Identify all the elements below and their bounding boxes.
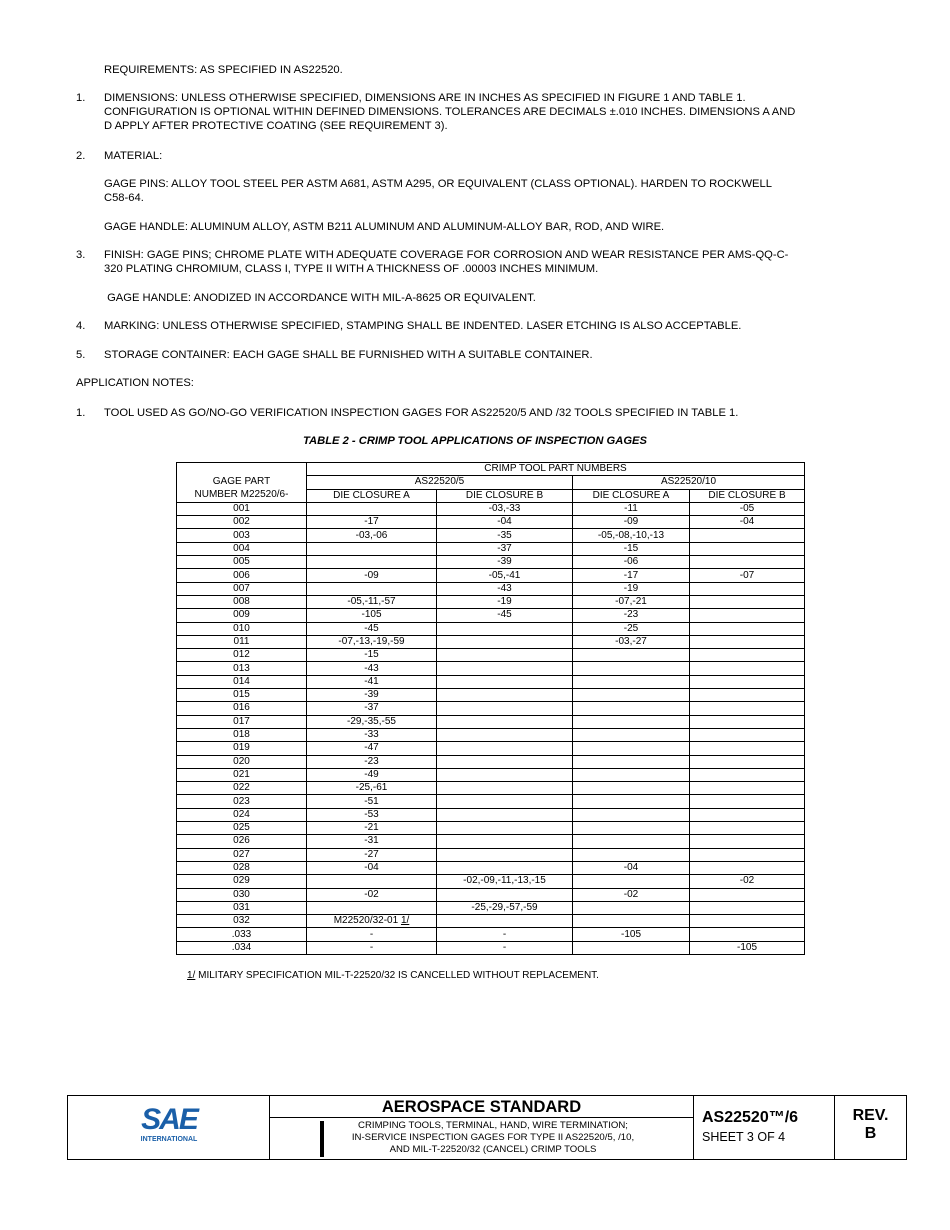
revision-cell <box>835 1096 906 1159</box>
table-cell <box>690 835 805 848</box>
table-row <box>177 715 805 728</box>
table-cell: - <box>437 928 573 941</box>
table-cell <box>573 808 690 821</box>
gage-part-cell: 012 <box>177 649 307 662</box>
gage-part-cell: 029 <box>177 875 307 888</box>
table-cell <box>437 808 573 821</box>
table-cell: -23 <box>573 609 690 622</box>
gage-part-cell: 028 <box>177 861 307 874</box>
table-row <box>177 516 805 529</box>
table-cell: - <box>307 941 437 954</box>
gage-part-cell: .034 <box>177 941 307 954</box>
table-cell <box>437 728 573 741</box>
item-number: 5. <box>76 349 86 361</box>
requirements-line: REQUIREMENTS: AS SPECIFIED IN AS22520. <box>104 64 343 76</box>
table-cell: -45 <box>437 609 573 622</box>
die-closure-header: DIE CLOSURE A <box>573 489 690 502</box>
table-cell: -33 <box>307 728 437 741</box>
table-cell: -19 <box>573 582 690 595</box>
table-cell: -03,-27 <box>573 635 690 648</box>
table-cell <box>573 901 690 914</box>
table-cell <box>573 835 690 848</box>
table-cell <box>307 875 437 888</box>
table-cell <box>690 768 805 781</box>
text-line: DIMENSIONS: UNLESS OTHERWISE SPECIFIED, DIMENSIONS ARE IN INCHES AS SPECIFIED IN FIGURE 1 AND TABLE 1. <box>104 92 746 104</box>
table-cell <box>437 848 573 861</box>
gage-part-cell: 025 <box>177 822 307 835</box>
table-cell <box>437 715 573 728</box>
description-line: CRIMPING TOOLS, TERMINAL, HAND, WIRE TERMINATION; <box>358 1120 628 1131</box>
table-row <box>177 542 805 555</box>
table-cell: -39 <box>437 556 573 569</box>
table-cell <box>573 915 690 928</box>
table-cell: -03,-06 <box>307 529 437 542</box>
gage-part-cell: 020 <box>177 755 307 768</box>
item-number: 4. <box>76 320 86 332</box>
table-cell <box>690 928 805 941</box>
table-cell <box>573 782 690 795</box>
table-cell: -37 <box>307 702 437 715</box>
table-cell <box>307 542 437 555</box>
table-row <box>177 622 805 635</box>
logo-subtext: INTERNATIONAL <box>140 1136 198 1143</box>
table-cell: -23 <box>307 755 437 768</box>
table-cell <box>690 582 805 595</box>
description-line: AND MIL-T-22520/32 (CANCEL) CRIMP TOOLS <box>389 1144 597 1155</box>
table-cell <box>690 529 805 542</box>
table-cell <box>437 915 573 928</box>
footnote-text: MILITARY SPECIFICATION MIL-T-22520/32 IS CANCELLED WITHOUT REPLACEMENT. <box>195 970 599 981</box>
table-cell <box>690 635 805 648</box>
table-row <box>177 502 805 515</box>
table-cell: -45 <box>307 622 437 635</box>
gage-part-cell: 017 <box>177 715 307 728</box>
table-row <box>177 915 805 928</box>
table-cell: -25 <box>573 622 690 635</box>
gage-part-cell: 011 <box>177 635 307 648</box>
table-cell <box>690 822 805 835</box>
table-cell: -15 <box>307 649 437 662</box>
table-row <box>177 635 805 648</box>
table-cell <box>573 662 690 675</box>
table-cell <box>690 848 805 861</box>
table-row <box>177 689 805 702</box>
table-cell <box>573 755 690 768</box>
table-cell: -02 <box>690 875 805 888</box>
gage-part-cell: 023 <box>177 795 307 808</box>
table-cell <box>307 582 437 595</box>
table-cell <box>690 795 805 808</box>
finish-paragraph <box>104 248 894 276</box>
gage-part-header: GAGE PART <box>177 476 307 489</box>
gage-part-cell: 008 <box>177 595 307 608</box>
gage-part-cell: 016 <box>177 702 307 715</box>
gage-part-cell: 024 <box>177 808 307 821</box>
table-cell <box>690 649 805 662</box>
table-row <box>177 675 805 688</box>
table-cell <box>437 675 573 688</box>
footnote-mark: 1/ <box>187 970 196 981</box>
table-cell: -05 <box>690 502 805 515</box>
table-cell: -49 <box>307 768 437 781</box>
table-cell <box>690 702 805 715</box>
table-cell: -39 <box>307 689 437 702</box>
marking-paragraph: MARKING: UNLESS OTHERWISE SPECIFIED, STAMPING SHALL BE INDENTED. LASER ETCHING IS ALSO ACCEPTABLE. <box>104 320 742 332</box>
die-closure-header: DIE CLOSURE B <box>437 489 573 502</box>
application-notes-heading: APPLICATION NOTES: <box>76 377 194 389</box>
footnote-reference: 1/ <box>400 915 410 927</box>
table-cell: -47 <box>307 742 437 755</box>
text-line: GAGE PINS: ALLOY TOOL STEEL PER ASTM A681, ASTM A295, OR EQUIVALENT (CLASS OPTIONAL). HARDEN TO ROCKWELL <box>104 178 772 190</box>
table-cell: -04 <box>307 861 437 874</box>
text-line: 320 PLATING CHROMIUM, CLASS I, TYPE II WITH A THICKNESS OF .00003 INCHES MINIMUM. <box>104 263 599 276</box>
table-cell: -105 <box>573 928 690 941</box>
table-row <box>177 702 805 715</box>
table-cell: -17 <box>573 569 690 582</box>
gage-part-cell: 009 <box>177 609 307 622</box>
table-cell <box>437 888 573 901</box>
table-cell <box>437 795 573 808</box>
table-row <box>177 569 805 582</box>
title-block <box>67 1095 907 1160</box>
revision-value: B <box>864 1125 877 1142</box>
table-cell <box>690 556 805 569</box>
table-cell: -04 <box>437 516 573 529</box>
table-cell <box>573 742 690 755</box>
anodize-paragraph: GAGE HANDLE: ANODIZED IN ACCORDANCE WITH MIL-A-8625 OR EQUIVALENT. <box>104 292 536 304</box>
table-cell <box>437 689 573 702</box>
table-cell: -05,-08,-10,-13 <box>573 529 690 542</box>
table-cell <box>437 768 573 781</box>
table-cell <box>573 795 690 808</box>
table-cell: -17 <box>307 516 437 529</box>
table-cell <box>690 742 805 755</box>
table-cell: -27 <box>307 848 437 861</box>
die-closure-header: DIE CLOSURE B <box>690 489 805 502</box>
table-row <box>177 662 805 675</box>
material-heading: MATERIAL: <box>104 150 163 162</box>
table-cell: -05,-11,-57 <box>307 595 437 608</box>
gage-part-cell: 019 <box>177 742 307 755</box>
crimp-tool-table <box>176 462 805 955</box>
table-footnote <box>187 970 599 981</box>
table-cell: -07,-21 <box>573 595 690 608</box>
gage-part-cell: 005 <box>177 556 307 569</box>
table-row <box>177 609 805 622</box>
die-closure-header: DIE CLOSURE A <box>307 489 437 502</box>
application-note: TOOL USED AS GO/NO-GO VERIFICATION INSPECTION GAGES FOR AS22520/5 AND /32 TOOLS SPECIFIED IN TABLE 1. <box>104 407 739 419</box>
table-row <box>177 795 805 808</box>
gage-header-cell <box>177 463 307 476</box>
table-cell: -09 <box>307 569 437 582</box>
table-row <box>177 556 805 569</box>
gage-part-cell: .033 <box>177 928 307 941</box>
table-cell <box>573 848 690 861</box>
gage-part-cell: 013 <box>177 662 307 675</box>
table-cell <box>573 941 690 954</box>
table-cell <box>690 888 805 901</box>
table-cell <box>573 702 690 715</box>
tool-header-as22520-10: AS22520/10 <box>573 476 805 489</box>
table-row <box>177 755 805 768</box>
table-cell: -11 <box>573 502 690 515</box>
table-cell: -06 <box>573 556 690 569</box>
table-cell <box>437 742 573 755</box>
table-cell: M22520/32-01 1/ <box>307 915 437 928</box>
item-number: 3. <box>76 249 86 261</box>
table-cell: -05,-41 <box>437 569 573 582</box>
table-cell <box>690 782 805 795</box>
table-cell <box>690 689 805 702</box>
table-row <box>177 808 805 821</box>
table-cell <box>437 822 573 835</box>
table-cell: -43 <box>307 662 437 675</box>
table-row <box>177 742 805 755</box>
table-cell <box>690 728 805 741</box>
table-cell <box>690 861 805 874</box>
gage-part-cell: 022 <box>177 782 307 795</box>
dimensions-paragraph <box>104 91 894 134</box>
gage-part-cell: 031 <box>177 901 307 914</box>
table-cell: -15 <box>573 542 690 555</box>
item-number: 1. <box>76 92 86 104</box>
sae-logo-icon <box>68 1096 269 1159</box>
table-cell <box>573 768 690 781</box>
table-row <box>177 595 805 608</box>
tool-header-as22520-5: AS22520/5 <box>307 476 573 489</box>
table-cell: -03,-33 <box>437 502 573 515</box>
item-number: 2. <box>76 150 86 162</box>
table-cell: -19 <box>437 595 573 608</box>
table-row <box>177 782 805 795</box>
table-row <box>177 835 805 848</box>
gage-part-cell: 030 <box>177 888 307 901</box>
table-cell <box>437 755 573 768</box>
table-cell: -105 <box>307 609 437 622</box>
table-cell <box>437 622 573 635</box>
gage-pins-paragraph <box>104 177 894 205</box>
gage-part-cell: 014 <box>177 675 307 688</box>
table-cell: -04 <box>690 516 805 529</box>
table-row <box>177 861 805 874</box>
table-row <box>177 941 805 954</box>
table-cell <box>437 861 573 874</box>
table-cell: -21 <box>307 822 437 835</box>
table-row <box>177 875 805 888</box>
text-line: D APPLY AFTER PROTECTIVE COATING (SEE REQUIREMENT 3). <box>104 120 448 133</box>
text-line: CONFIGURATION IS OPTIONAL WITHIN DEFINED DIMENSIONS. TOLERANCES ARE DECIMALS ±.010 INCHES. DIMENSIONS A AND <box>104 106 796 119</box>
table-cell <box>437 649 573 662</box>
revision-label: REV. <box>852 1107 889 1124</box>
text-line: FINISH: GAGE PINS; CHROME PLATE WITH ADEQUATE COVERAGE FOR CORROSION AND WEAR RESISTANCE PER AMS-QQ-C- <box>104 249 789 261</box>
table-cell: -25,-29,-57,-59 <box>437 901 573 914</box>
sheet-number: SHEET 3 OF 4 <box>702 1130 786 1144</box>
table-cell: -25,-61 <box>307 782 437 795</box>
gage-part-cell: 010 <box>177 622 307 635</box>
table-cell <box>437 702 573 715</box>
gage-number-header: NUMBER M22520/6- <box>177 489 307 502</box>
storage-paragraph: STORAGE CONTAINER: EACH GAGE SHALL BE FURNISHED WITH A SUITABLE CONTAINER. <box>104 349 593 361</box>
gage-part-cell: 027 <box>177 848 307 861</box>
gage-part-cell: 007 <box>177 582 307 595</box>
table-cell: -51 <box>307 795 437 808</box>
table-cell <box>307 556 437 569</box>
table-title: TABLE 2 - CRIMP TOOL APPLICATIONS OF INSPECTION GAGES <box>303 435 647 447</box>
table-cell <box>690 675 805 688</box>
table-cell <box>573 649 690 662</box>
table-cell: -09 <box>573 516 690 529</box>
table-cell <box>690 808 805 821</box>
table-cell <box>573 875 690 888</box>
table-cell <box>690 542 805 555</box>
table-cell: -04 <box>573 861 690 874</box>
description-line: IN-SERVICE INSPECTION GAGES FOR TYPE II AS22520/5, /10, <box>351 1132 635 1143</box>
table-cell <box>573 689 690 702</box>
text-line: C58-64. <box>104 192 144 205</box>
table-cell <box>437 782 573 795</box>
change-bar <box>320 1121 324 1157</box>
table-cell <box>437 635 573 648</box>
table-cell: -31 <box>307 835 437 848</box>
gage-part-cell: 001 <box>177 502 307 515</box>
table-cell <box>437 662 573 675</box>
aerospace-standard-title: AEROSPACE STANDARD <box>270 1096 693 1118</box>
logo-wordmark: SAE <box>141 1103 197 1136</box>
table-cell <box>690 901 805 914</box>
table-cell <box>437 835 573 848</box>
table-cell <box>690 595 805 608</box>
table-cell: -29,-35,-55 <box>307 715 437 728</box>
gage-part-cell: 015 <box>177 689 307 702</box>
table-cell <box>573 715 690 728</box>
table-row <box>177 888 805 901</box>
table-cell: - <box>307 928 437 941</box>
table-row <box>177 529 805 542</box>
gage-part-cell: 032 <box>177 915 307 928</box>
table-cell <box>690 622 805 635</box>
table-cell <box>307 901 437 914</box>
table-row <box>177 582 805 595</box>
gage-part-cell: 003 <box>177 529 307 542</box>
table-cell <box>690 715 805 728</box>
table-cell: -02,-09,-11,-13,-15 <box>437 875 573 888</box>
table-cell: -02 <box>307 888 437 901</box>
gage-part-cell: 018 <box>177 728 307 741</box>
table-cell: -02 <box>573 888 690 901</box>
sae-logo-cell <box>68 1096 270 1159</box>
gage-handle-paragraph: GAGE HANDLE: ALUMINUM ALLOY, ASTM B211 ALUMINUM AND ALUMINUM-ALLOY BAR, ROD, AND WIRE. <box>104 221 665 233</box>
table-row <box>177 928 805 941</box>
gage-part-cell: 002 <box>177 516 307 529</box>
gage-part-cell: 004 <box>177 542 307 555</box>
gage-part-cell: 021 <box>177 768 307 781</box>
table-row <box>177 901 805 914</box>
table-cell: - <box>437 941 573 954</box>
table-cell: -41 <box>307 675 437 688</box>
table-row <box>177 848 805 861</box>
table-cell: -43 <box>437 582 573 595</box>
table-cell: -37 <box>437 542 573 555</box>
standard-number-cell <box>694 1096 835 1159</box>
gage-part-cell: 026 <box>177 835 307 848</box>
title-cell <box>270 1096 694 1159</box>
gage-part-cell: 006 <box>177 569 307 582</box>
document-description <box>328 1120 658 1156</box>
table-cell <box>307 502 437 515</box>
crimp-tool-part-numbers-header: CRIMP TOOL PART NUMBERS <box>307 463 805 476</box>
table-cell: -53 <box>307 808 437 821</box>
table-cell: -07,-13,-19,-59 <box>307 635 437 648</box>
table-cell <box>690 609 805 622</box>
table-cell <box>690 915 805 928</box>
table-cell: -105 <box>690 941 805 954</box>
table-cell <box>573 822 690 835</box>
table-row <box>177 649 805 662</box>
table-cell <box>690 662 805 675</box>
table-cell <box>573 728 690 741</box>
table-cell <box>573 675 690 688</box>
standard-number: AS22520™/6 <box>702 1109 799 1126</box>
table-cell: -07 <box>690 569 805 582</box>
table-cell: -35 <box>437 529 573 542</box>
table-row <box>177 822 805 835</box>
item-number: 1. <box>76 407 86 419</box>
table-row <box>177 728 805 741</box>
table-cell <box>690 755 805 768</box>
table-row <box>177 768 805 781</box>
